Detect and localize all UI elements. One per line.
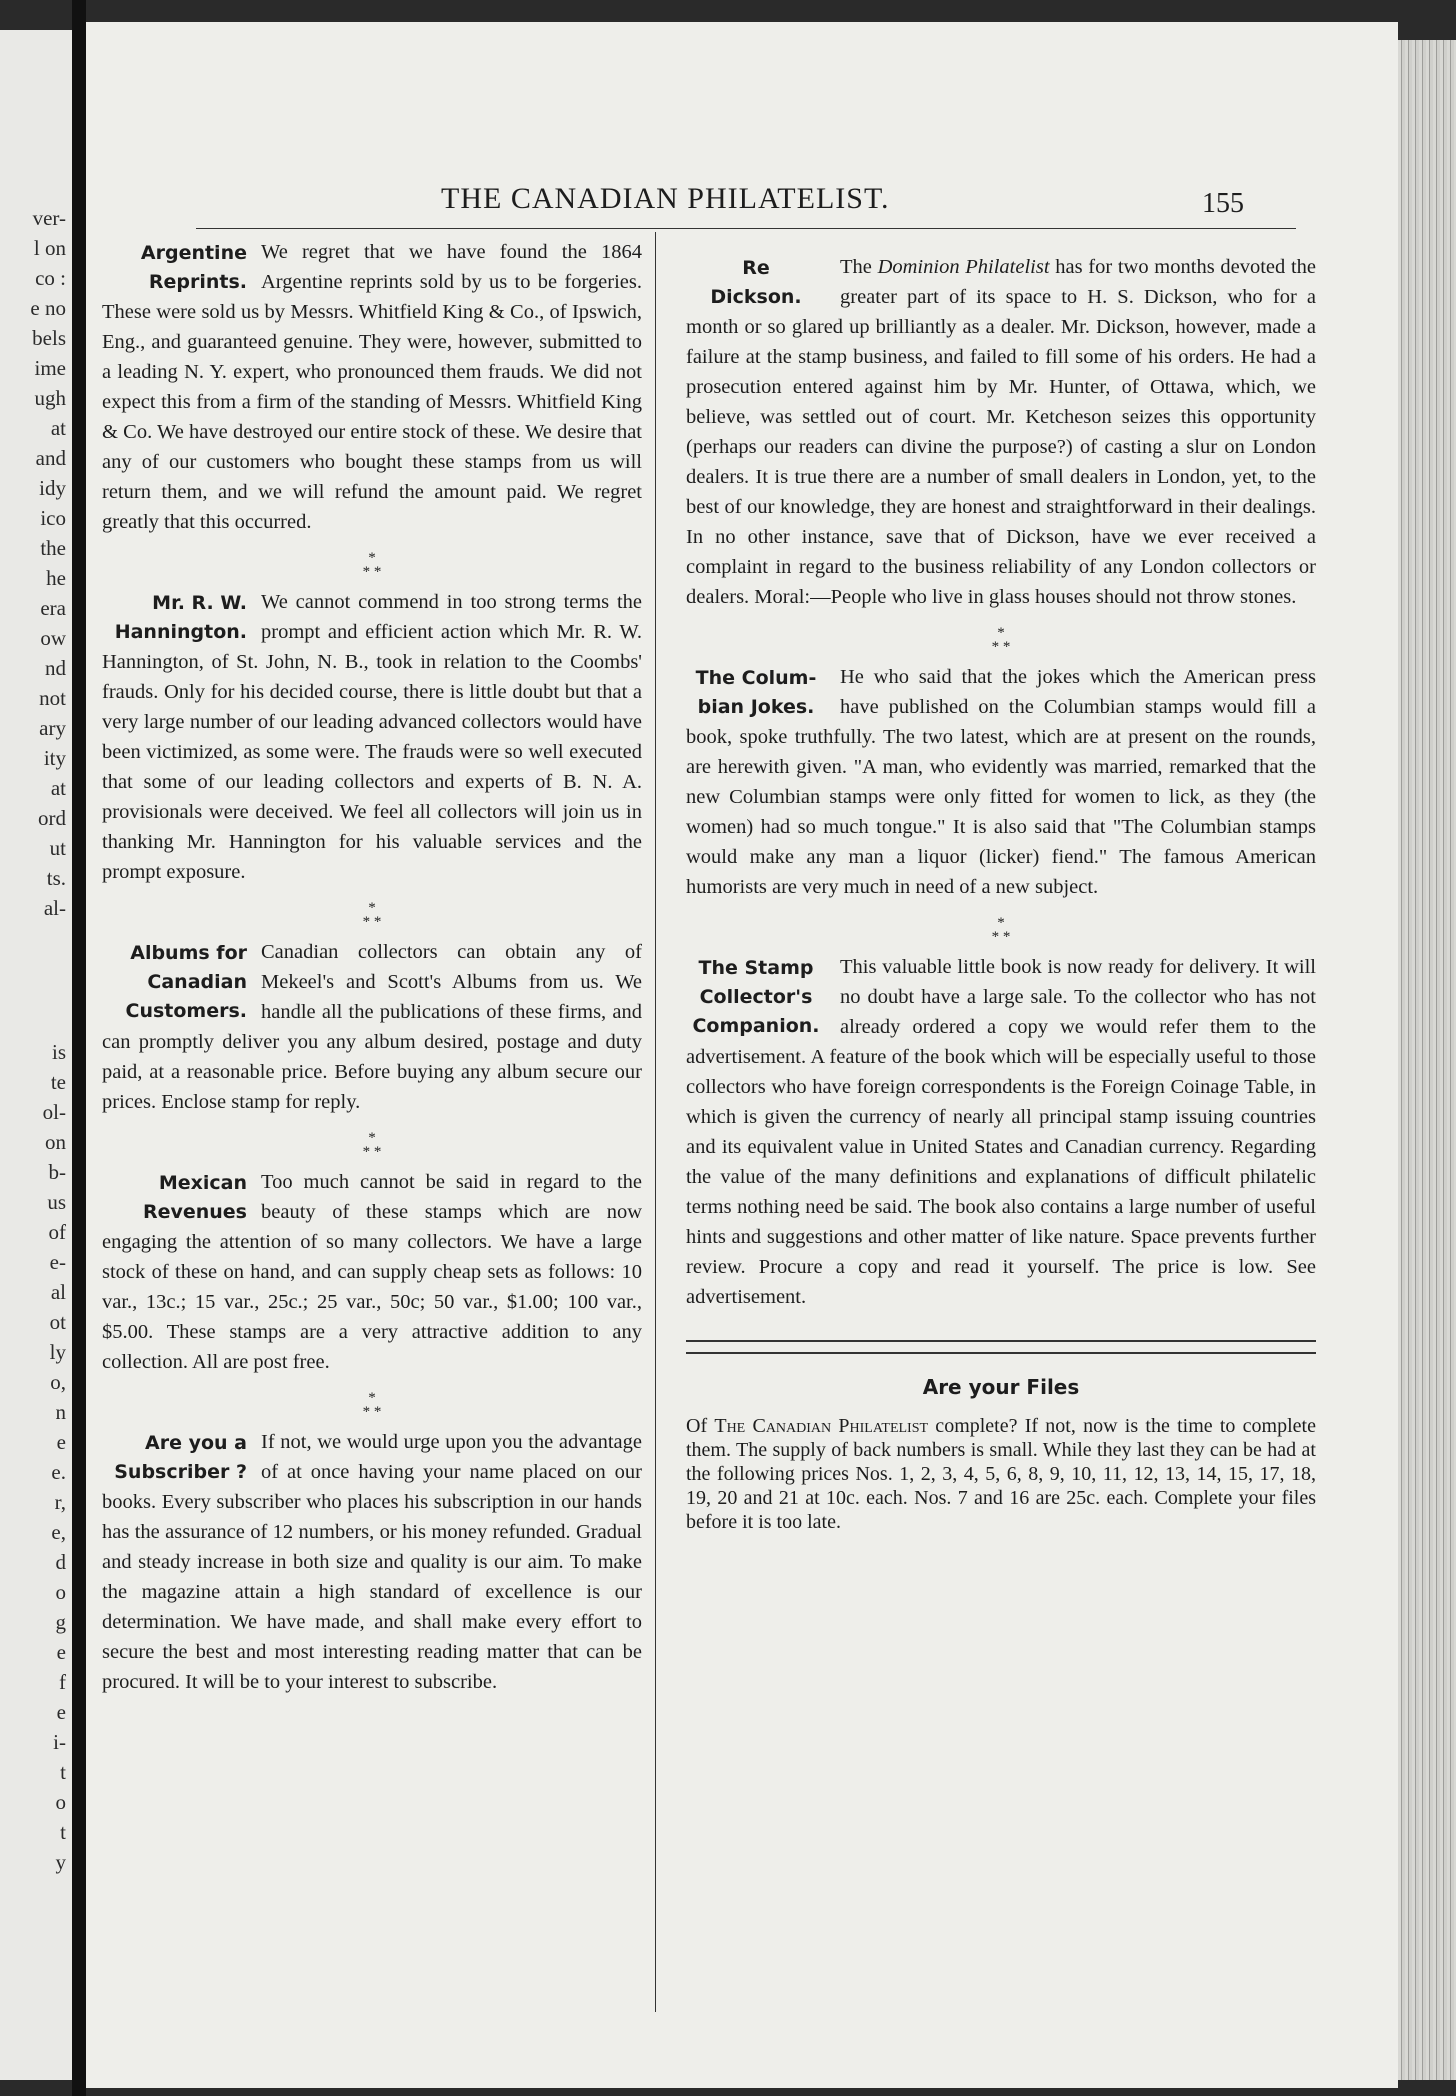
article-sidehead: Albums for Canadian Customers. xyxy=(125,942,247,1022)
article-text: We regret that we have found the 1864 Argentine reprints sold by us to be forgeries. These were sold us by Messrs. Whitfield King & Co., of Ipswich, Eng., and guaranteed genuine. They were, however, submitted to a leading N. Y. expert, who pronounced them frauds. We did not expect this from a firm of the standing of Messrs. Whitfield King & Co. We have destroyed our entire stock of these. We desire that any of our customers who bought these stamps from us will return them, and we will refund the amount paid. We regret greatly that this occurred. xyxy=(102,241,642,533)
facing-page-fragment: ity xyxy=(43,746,66,770)
article-sidehead: Mexican Revenues xyxy=(142,1172,247,1223)
facing-page-fragment: ot xyxy=(49,1310,66,1334)
facing-page-fragment: b- xyxy=(48,1160,66,1184)
article-text: This valuable little book is now ready for delivery. It will no doubt have a large sale. To the collector who has not already ordered a copy we would refer them to the advertisement. A feature of the book which will be especially useful to those collectors who have foreign correspondents is the Foreign Coinage Table, in which is given the currency of nearly all principal stamp issuing countries and its equivalent value in United States and Canadian currency. Regarding the value of the many definitions and explanations of difficult philatelic terms nothing need be said. The book also contains a large number of useful hints and suggestions and other matter of like nature. Space prevents further review. Procure a copy and read it yourself. The price is low. See advertisement. xyxy=(686,956,1316,1308)
facing-page-fragment: and xyxy=(35,446,66,470)
facing-page-fragment: te xyxy=(50,1070,66,1094)
facing-page-fragment: e xyxy=(56,1430,66,1454)
right-column xyxy=(686,252,1316,1534)
ornament-asterism: * * * xyxy=(362,1130,382,1160)
facing-page-fragment: y xyxy=(55,1850,66,1874)
facing-page-fragment: o, xyxy=(50,1370,66,1394)
article-text: Too much cannot be said in regard to the beauty of these stamps which are now engaging the attention of so many collectors. We have a large stock of these on hand, and can supply cheap sets as follows: 10 var., 13c.; 15 var., 25c.; 25 var., 50c; 50 var., $1.00; 100 var., $5.00. These stamps are a very attractive addition to any collection. All are post free. xyxy=(102,1171,642,1373)
article-text: We cannot commend in too strong terms the prompt and efficient action which Mr. R. W. Hannington, of St. John, N. B., took in relation to the Coombs' frauds. Only for his decided course, there is little doubt but that a very large number of our leading advanced collectors would have been victimized, as some were. The frauds were so well executed that some of our leading collectors and experts of B. N. A. provisionals were deceived. We feel all collectors will join us in thanking Mr. Hannington for his valuable services and the prompt exposure. xyxy=(102,591,642,883)
facing-page-fragment: ts. xyxy=(46,866,66,890)
column-divider xyxy=(655,232,656,2012)
section-double-rule xyxy=(686,1340,1316,1354)
facing-page-fragment: ico xyxy=(40,506,66,530)
facing-page-fragment: o xyxy=(55,1790,66,1814)
facing-page-fragment: bels xyxy=(32,326,66,350)
page-stack-edge xyxy=(1398,40,1456,2080)
ornament-asterism: * * * xyxy=(362,1390,382,1420)
ornament-asterism: * * * xyxy=(991,915,1011,945)
header-rule xyxy=(196,228,1296,229)
article-mexican-revenues xyxy=(102,1167,642,1377)
left-column xyxy=(102,237,642,1697)
files-notice: Of The Canadian Philatelist complete? If not, now is the time to complete them. The supply of back numbers is small. While they last they can be had at the following prices Nos. 1, 2, 3, 4, 5, 6, 8, 9, 10, 11, 12, 13, 14, 15, 17, 18, 19, 20 and 21 at 10c. each. Nos. 7 and 16 are 25c. each. Complete your files before it is too late. xyxy=(686,1415,1316,1533)
facing-page-fragment: ord xyxy=(38,806,66,830)
article-dickson xyxy=(686,252,1316,612)
facing-page-fragment: us xyxy=(47,1190,66,1214)
facing-page-fragment: ime xyxy=(34,356,66,380)
facing-page-fragment: ow xyxy=(40,626,66,650)
facing-page-fragment: ver- xyxy=(32,206,66,230)
article-text: Canadian collectors can obtain any of Mekeel's and Scott's Albums from us. We handle all the publications of these firms, and can promptly deliver you any album desired, postage and duty paid, at a reasonable price. Before buying any album secure our prices. Enclose stamp for reply. xyxy=(102,941,642,1113)
facing-page-edge xyxy=(0,30,72,2080)
facing-page-fragment: ut xyxy=(49,836,66,860)
facing-page-fragment: e- xyxy=(49,1250,66,1274)
journal-title: THE CANADIAN PHILATELIST. xyxy=(441,182,890,215)
facing-page-fragment: era xyxy=(40,596,66,620)
facing-page-fragment: he xyxy=(46,566,66,590)
facing-page-fragment: nd xyxy=(45,656,66,680)
facing-page-fragment: e, xyxy=(51,1520,66,1544)
facing-page-fragment: is xyxy=(51,1040,66,1064)
article-sidehead: The Stamp Collector's Companion. xyxy=(692,957,820,1037)
facing-page-fragment: e no xyxy=(30,296,66,320)
article-columbian-jokes xyxy=(686,662,1316,902)
article-text: He who said that the jokes which the American press have published on the Columbian stamps would fill a book, spoke truthfully. The two latest, which are at present on the rounds, are herewith given. "A man, who evidently was married, remarked that the new Columbian stamps were only fitted for women to lick, as they (the women) had so much tongue." It is also said that "The Columbian stamps would make any man a liquor (licker) fiend." The famous American humorists are very much in need of a new subject. xyxy=(686,666,1316,898)
facing-page-fragment: r, xyxy=(54,1490,66,1514)
facing-page-fragment: al- xyxy=(43,896,66,920)
facing-page-fragment: t xyxy=(60,1820,66,1844)
files-heading: Are your Files xyxy=(922,1375,1080,1399)
page-number: 155 xyxy=(1202,188,1244,219)
ornament-asterism: * * * xyxy=(362,900,382,930)
article-sidehead: Argentine Reprints. xyxy=(140,242,247,293)
article-stamp-collectors-companion xyxy=(686,952,1316,1312)
article-text: If not, we would urge upon you the advantage of at once having your name placed on our books. Every subscriber who places his subscription in our hands has the assurance of 12 numbers, or his money refunded. Gradual and steady increase in both size and quality is our aim. To make the magazine attain a high standard of excellence is our determination. We have made, and shall make every effort to secure the best and most interesting reading matter that can be procured. It will be to your interest to subscribe. xyxy=(102,1431,642,1693)
facing-page-fragment: o xyxy=(55,1580,66,1604)
facing-page-fragment: co : xyxy=(35,266,66,290)
page-header xyxy=(86,182,1398,222)
article-hannington xyxy=(102,587,642,887)
facing-page-fragment: idy xyxy=(39,476,66,500)
article-sidehead: Re Dickson. xyxy=(710,257,802,308)
facing-page-fragment: ol- xyxy=(42,1100,66,1124)
facing-page-fragment: f xyxy=(59,1670,66,1694)
article-albums xyxy=(102,937,642,1117)
article-argentine-reprints xyxy=(102,237,642,537)
facing-page-fragment: at xyxy=(50,416,66,440)
facing-page-fragment: e. xyxy=(51,1460,66,1484)
ornament-asterism: * * * xyxy=(991,625,1011,655)
facing-page-fragment: e xyxy=(56,1700,66,1724)
article-text: The Dominion Philatelist has for two months devoted the greater part of its space to H. S. Dickson, who for a month or so glared up brilliantly as a dealer. Mr. Dickson, however, made a failure at the stamp business, and failed to fill some of his orders. He had a prosecution entered against him by Mr. Hunter, of Ottawa, which, we believe, was settled out of court. Mr. Ketcheson seizes this opportunity (perhaps our readers can divine the purpose?) of casting a slur on London dealers. It is true there are a number of small dealers in London, yet, to the best of our knowledge, they are honest and straightforward in their dealings. In no other instance, save that of Dickson, have we ever received a complaint in regard to the business reliability of any London collectors or dealers. Moral:—People who live in glass houses should not throw stones. xyxy=(686,256,1316,608)
facing-page-fragment: g xyxy=(55,1610,66,1634)
article-sidehead: Are you a Subscriber ? xyxy=(114,1432,247,1483)
ornament-asterism: * * * xyxy=(362,550,382,580)
facing-page-fragment: at xyxy=(50,776,66,800)
article-sidehead: The Colum- bian Jokes. xyxy=(695,667,817,718)
book-gutter xyxy=(72,0,86,2096)
facing-page-fragment: i- xyxy=(53,1730,66,1754)
facing-page-fragment: al xyxy=(50,1280,66,1304)
article-subscriber xyxy=(102,1427,642,1697)
facing-page-fragment: t xyxy=(60,1760,66,1784)
facing-page-fragment: on xyxy=(45,1130,66,1154)
facing-page-fragment: of xyxy=(48,1220,66,1244)
facing-page-fragment: d xyxy=(55,1550,66,1574)
facing-page-fragment: ly xyxy=(49,1340,66,1364)
article-sidehead: Mr. R. W. Hannington. xyxy=(114,592,247,643)
facing-page-fragment: l on xyxy=(33,236,66,260)
facing-page-fragment: the xyxy=(40,536,66,560)
facing-page-fragment: e xyxy=(56,1640,66,1664)
facing-page-fragment: not xyxy=(39,686,66,710)
facing-page-fragment: ary xyxy=(39,716,66,740)
facing-page-fragment: ugh xyxy=(34,386,66,410)
document-page xyxy=(86,22,1398,2088)
facing-page-fragment: n xyxy=(55,1400,66,1424)
